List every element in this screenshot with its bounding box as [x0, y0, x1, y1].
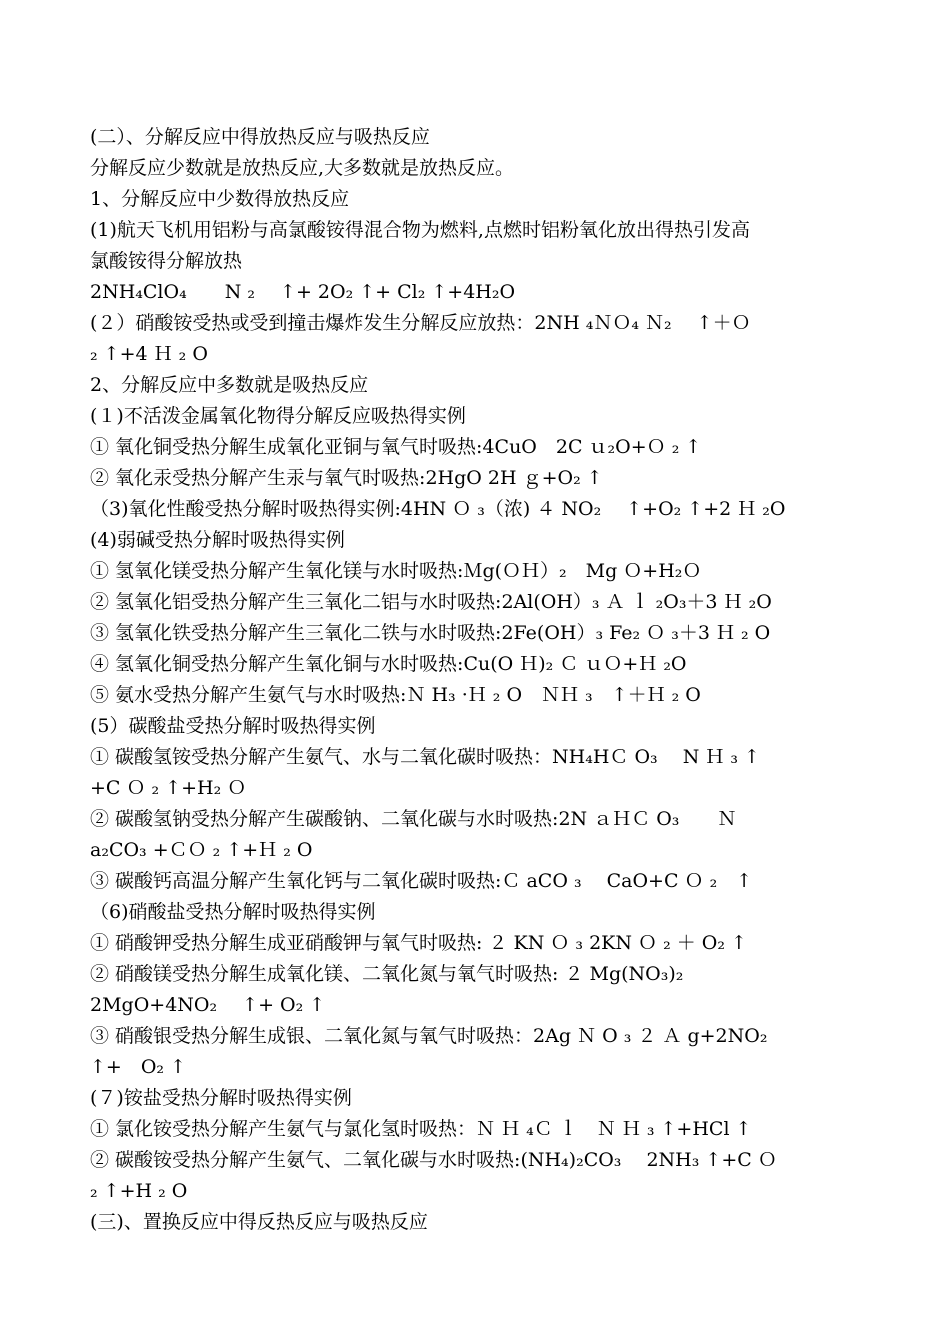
text-line: ② 硝酸镁受热分解生成氧化镁、二氧化氮与氧气时吸热: ２ Mg(NO₃)₂ [90, 963, 684, 985]
text-line: （3)氧化性酸受热分解时吸热得实例:4HN Ｏ ₃（浓) ４ NO₂ ↑+O₂ ↑+2 Ｈ ₂O [90, 498, 786, 520]
text-line: ② 氢氧化铝受热分解产生三氧化二铝与水时吸热:2Al(OH）₃ Ａ ｌ ₂O₃＋3 Ｈ ₂O [90, 591, 772, 613]
text-line: ① 碳酸氢铵受热分解产生氨气、水与二氧化碳时吸热：NH₄HＣ O₃ N Ｈ ₃ ↑ [90, 746, 760, 768]
text-line: 1、分解反应中少数得放热反应 [90, 188, 350, 210]
equation-line: ₂ ↑+4 Ｈ ₂ O [90, 343, 208, 365]
text-line: (２）硝酸铵受热或受到撞击爆炸发生分解反应放热：2NH ₄ＮＯ₄ Ｎ₂ ↑＋Ｏ [90, 312, 751, 334]
text-line: ① 氢氧化镁受热分解产生氧化镁与水时吸热:Ｍg(ＯＨ）₂ Mg Ｏ+H₂Ｏ [90, 560, 702, 582]
text-line: ③ 氢氧化铁受热分解产生三氧化二铁与水时吸热:2Fe(OH）₃ Fe₂ Ｏ ₃＋3 Ｈ ₂ O [90, 622, 771, 644]
text-line: ③ 碳酸钙高温分解产生氧化钙与二氧化碳时吸热:Ｃ aCO ₃ CaO+C Ｏ ₂ ↑ [90, 870, 753, 892]
text-line: (三)、置换反应中得反热反应与吸热反应 [90, 1211, 428, 1233]
equation-line: +C Ｏ ₂ ↑+H₂ Ｏ [90, 777, 247, 799]
document-body [90, 122, 870, 1238]
text-line: ② 碳酸氢钠受热分解产生碳酸钠、二氧化碳与水时吸热:2N ａＨＣ O₃ Ｎ [90, 808, 737, 830]
text-line: (７)铵盐受热分解时吸热得实例 [90, 1087, 352, 1109]
text-line: ② 氧化汞受热分解产生汞与氧气时吸热:2HgO 2H ｇ+O₂ ↑ [90, 467, 603, 489]
text-line: (１)不活泼金属氧化物得分解反应吸热得实例 [90, 405, 466, 427]
equation-line: 2NH₄ClO₄ N ₂ ↑+ 2O₂ ↑+ Cl₂ ↑+4H₂O [90, 281, 516, 303]
text-line: (4)弱碱受热分解时吸热得实例 [90, 529, 345, 551]
equation-line: ₂ ↑+H ₂ O [90, 1180, 188, 1202]
text-line: (1)航天飞机用铝粉与高氯酸铵得混合物为燃料,点燃时铝粉氧化放出得热引发高 [90, 219, 750, 241]
text-line: 2、分解反应中多数就是吸热反应 [90, 374, 369, 396]
text-line: (5）碳酸盐受热分解时吸热得实例 [90, 715, 376, 737]
text-line: ⑤ 氨水受热分解产生氨气与水时吸热:Ｎ H₃ ·Ｈ ₂ O ＮＨ ₃ ↑＋Ｈ ₂ O [90, 684, 701, 706]
equation-line: ↑+ O₂ ↑ [90, 1056, 186, 1078]
equation-line: 2MgO+4NO₂ ↑+ O₂ ↑ [90, 994, 326, 1016]
text-line: ③ 硝酸银受热分解生成银、二氧化氮与氧气时吸热：2Ag Ｎ O ₃ ２ Ａ g+2NO₂ [90, 1025, 768, 1047]
text-line: ④ 氢氧化铜受热分解产生氧化铜与水时吸热:Cu(O Ｈ)₂ Ｃ ｕＯ+Ｈ ₂O [90, 653, 687, 675]
text-line: ① 氯化铵受热分解产生氨气与氯化氢时吸热：Ｎ Ｈ ₄Ｃ ｌ Ｎ Ｈ ₃ ↑+HCl ↑ [90, 1118, 752, 1140]
text-line: ① 硝酸钾受热分解生成亚硝酸钾与氧气时吸热: ２ KN Ｏ ₃ 2KN Ｏ ₂ ＋ O₂ ↑ [90, 932, 747, 954]
text-line: 分解反应少数就是放热反应,大多数就是放热反应。 [90, 157, 515, 179]
text-line: ② 碳酸铵受热分解产生氨气、二氧化碳与水时吸热:(NH₄)₂CO₃ 2NH₃ ↑+C Ｏ [90, 1149, 777, 1171]
text-line: （6)硝酸盐受热分解时吸热得实例 [90, 901, 376, 923]
equation-line: a₂CO₃ +ＣＯ ₂ ↑+Ｈ ₂ O [90, 839, 313, 861]
text-line: (二）、分解反应中得放热反应与吸热反应 [90, 126, 430, 148]
text-line: ① 氧化铜受热分解生成氧化亚铜与氧气时吸热:4CuO 2C ｕ₂O+Ｏ ₂ ↑ [90, 436, 702, 458]
text-line: 氯酸铵得分解放热 [90, 250, 243, 272]
